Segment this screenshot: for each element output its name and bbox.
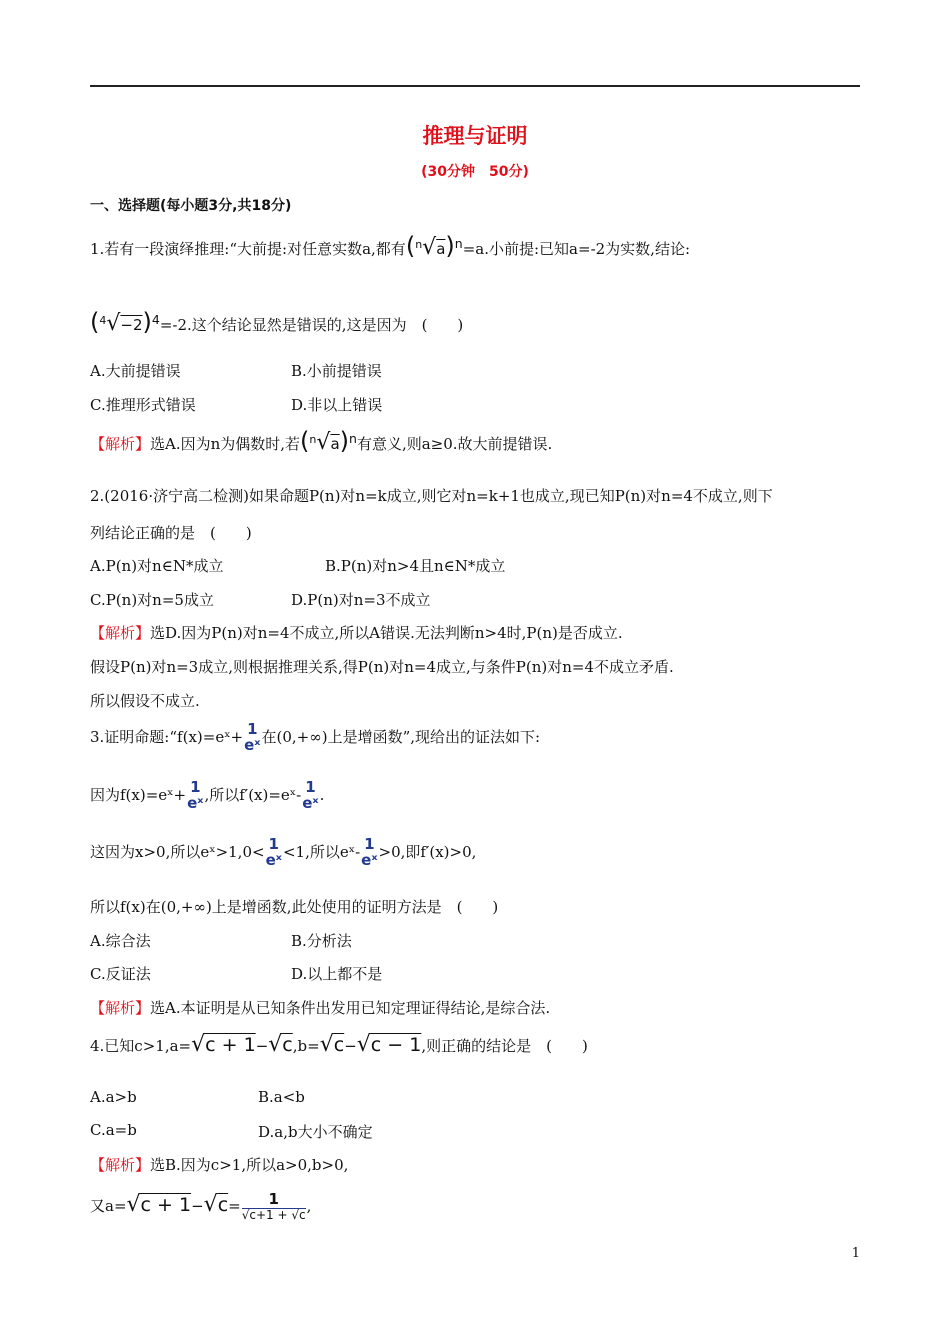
q2-line2: 列结论正确的是 ( ) (90, 524, 252, 542)
fraction-1-over-ex: 1 eˣ (302, 778, 319, 812)
fraction-1-over-ex: 1 eˣ (361, 835, 378, 869)
q1-line2: $(^4√-2)^4=-2$.这个结论显然是错误的,这是因为 ( ) (90, 308, 464, 336)
q3-analysis: 【解析】选A.本证明是从已知条件出发用已知定理证得结论,是综合法. (90, 999, 551, 1017)
q2-option-c: C.P(n)对n=5成立 (90, 591, 214, 609)
q3-option-b: B.分析法 (291, 932, 352, 950)
section-heading: 一、选择题(每小题3分,共18分) (90, 198, 292, 214)
q1-analysis-formula: $(^n√a)^n$ (300, 427, 357, 455)
q4-option-b: B.a<b (258, 1088, 305, 1106)
fraction-1-over-ex: 1 eˣ (244, 720, 261, 754)
fraction-1-over-ex: 1 eˣ (265, 835, 282, 869)
q4-line1: 4.已知c>1,a=√c + 1−√c,b=√c−√c − 1,则正确的结论是 ( ) (90, 1032, 588, 1057)
q1-option-b: B.小前提错误 (291, 362, 382, 380)
header-rule (90, 85, 860, 87)
q4-option-d: D.a,b大小不确定 (258, 1123, 373, 1141)
page-title: 推理与证明 (422, 124, 528, 148)
q4-option-c: C.a=b (90, 1121, 137, 1139)
q3-option-d: D.以上都不是 (291, 965, 383, 983)
q1-option-c: C.推理形式错误 (90, 396, 196, 414)
q1-formula-nth-root: $(^n√a)^n$ (405, 232, 463, 260)
q3-line3: 这因为x>0,所以eˣ>1,0< 1 eˣ <1,所以eˣ- 1 eˣ >0,即f′(x)>0, (90, 835, 477, 869)
q4-formula-a-again: √c + 1−√c (126, 1192, 229, 1217)
q4-analysis: 【解析】选B.因为c>1,所以a>0,b>0, (90, 1156, 349, 1174)
fraction-rationalized: $\frac{1}{√c+1 + √c}$ (241, 1190, 306, 1223)
q2-line1: 2.(2016·济宁高二检测)如果命题P(n)对n=k成立,则它对n=k+1也成立,现已知P(n)对n=4不成立,则下 (90, 487, 773, 505)
fraction-1-over-ex: 1 eˣ (187, 778, 204, 812)
q3-option-c: C.反证法 (90, 965, 151, 983)
q1-option-d: D.非以上错误 (291, 396, 383, 414)
q2-analysis-3: 所以假设不成立. (90, 692, 200, 710)
page-subtitle: (30分钟 50分) (421, 164, 529, 180)
q1-line1: 1.若有一段演绎推理:“大前提:对任意实数a,都有$(^n√a)^n=a$.小前提:已知a=-2为实数,结论: (90, 232, 690, 260)
q2-option-d: D.P(n)对n=3不成立 (291, 591, 431, 609)
q4-analysis-formula: 又a=√c + 1−√c= $\frac{1}{√c+1 + √c}$ , (90, 1190, 312, 1223)
q4-formula-a: √c + 1−√c (191, 1032, 293, 1057)
q2-option-a: A.P(n)对n∈N*成立 (90, 557, 224, 575)
q3-option-a: A.综合法 (90, 932, 151, 950)
q4-option-a: A.a>b (90, 1088, 137, 1106)
q2-analysis-2: 假设P(n)对n=3成立,则根据推理关系,得P(n)对n=4成立,与条件P(n)对n=4不成立矛盾. (90, 658, 674, 676)
q4-formula-b: √c−√c − 1 (319, 1032, 422, 1057)
q1-analysis: 【解析】选A.因为n为偶数时,若$(^n√a)^n$有意义,则a≥0.故大前提错误. (90, 427, 553, 455)
q1-formula-fourth-root: $(^4√-2)^4$ (90, 308, 160, 336)
q3-line4: 所以f(x)在(0,+∞)上是增函数,此处使用的证明方法是 ( ) (90, 898, 499, 916)
q3-line1: 3.证明命题:“f(x)=eˣ+ 1 eˣ 在(0,+∞)上是增函数”,现给出的证法如下: (90, 720, 541, 754)
q3-line2: 因为f(x)=eˣ+ 1 eˣ ,所以f′(x)=eˣ- 1 eˣ . (90, 778, 325, 812)
q2-option-b: B.P(n)对n>4且n∈N*成立 (325, 557, 506, 575)
q1-option-a: A.大前提错误 (90, 362, 181, 380)
page-number: 1 (851, 1246, 860, 1261)
q2-analysis: 【解析】选D.因为P(n)对n=4不成立,所以A错误.无法判断n>4时,P(n)是否成立. (90, 624, 623, 642)
